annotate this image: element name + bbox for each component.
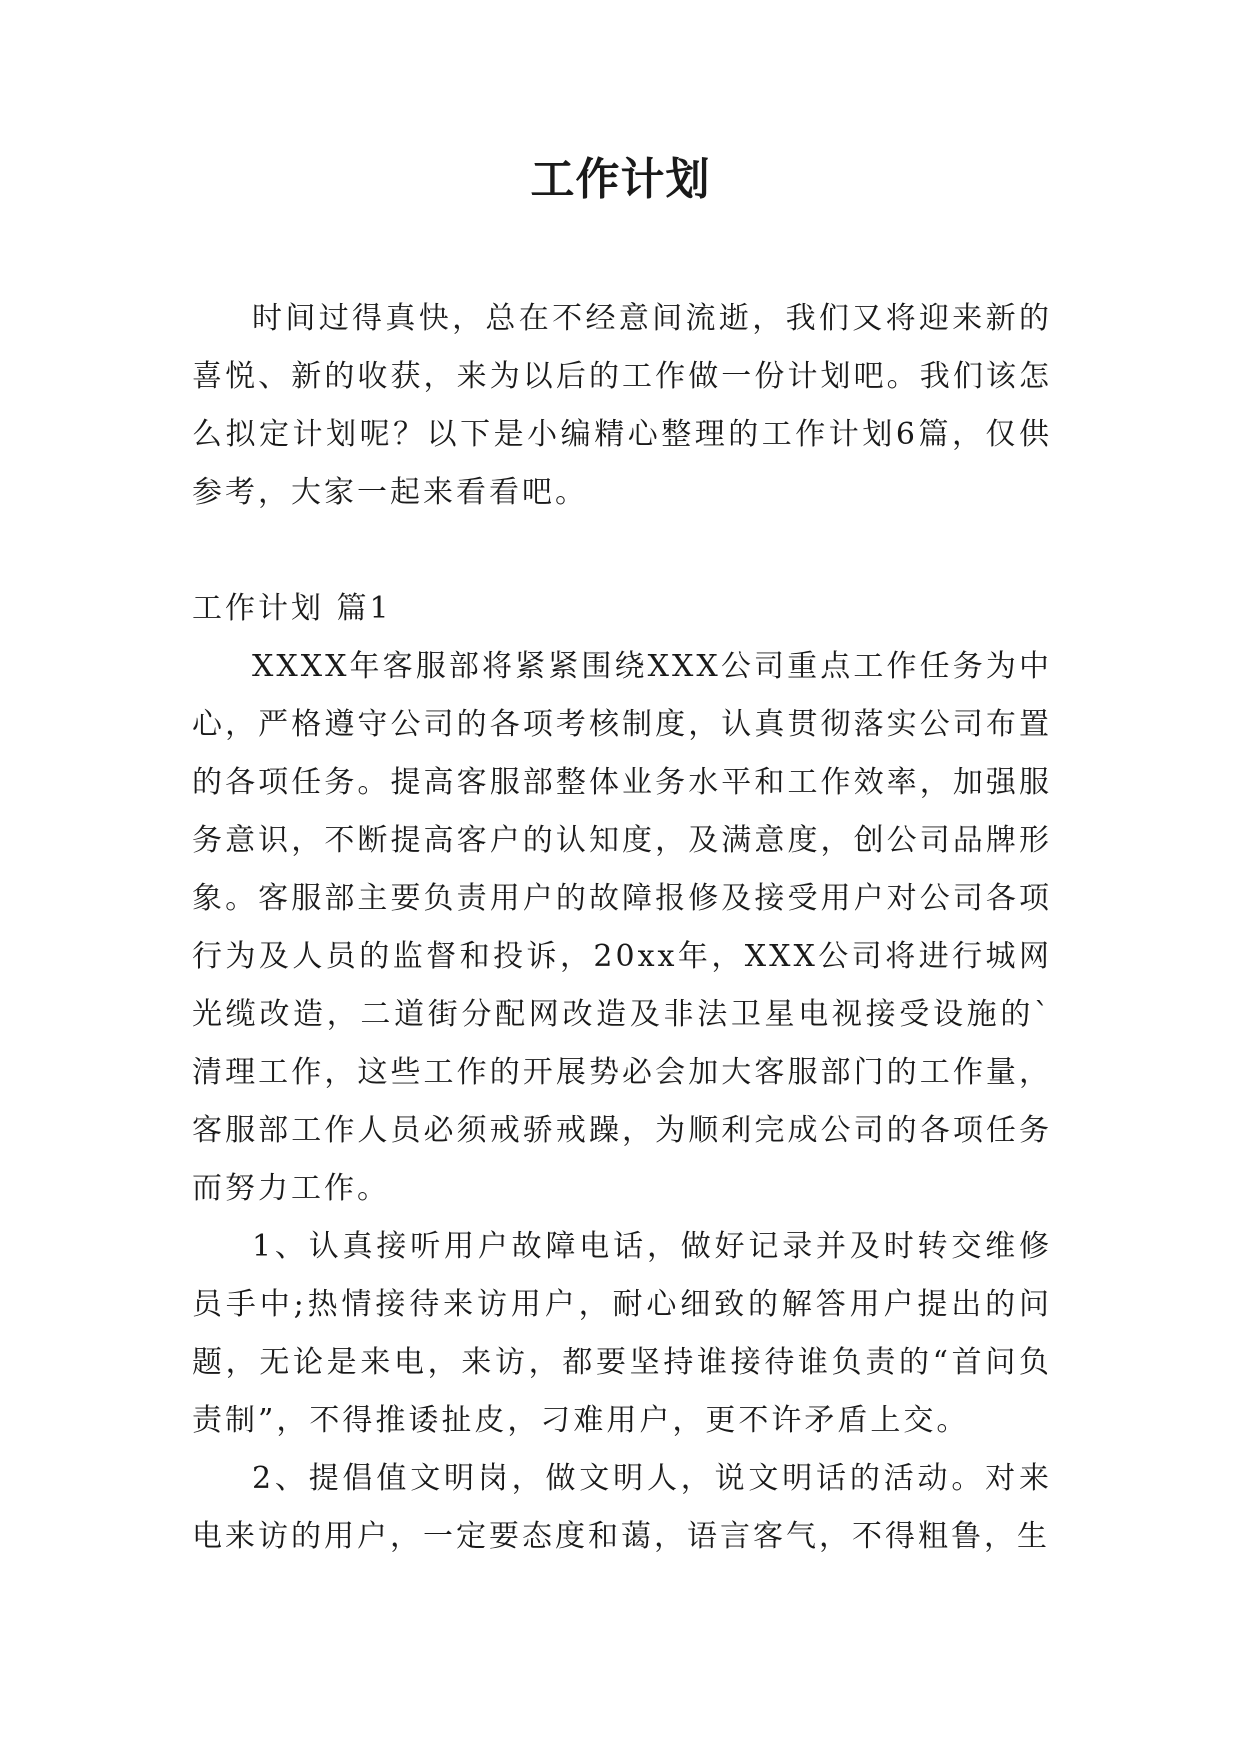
document-body	[192, 290, 1052, 1566]
page-title: 工作计划	[530, 154, 711, 205]
body-paragraph: 2、提倡值文明岗，做文明人，说文明话的活动。对来电来访的用户，一定要态度和蔼，语言客气，不得粗鲁，生	[192, 1461, 1052, 1554]
intro-paragraph: 时间过得真快，总在不经意间流逝，我们又将迎来新的喜悦、新的收获，来为以后的工作做一份计划吧。我们该怎么拟定计划呢？以下是小编精心整理的工作计划6篇，仅供参考，大家一起来看看吧。	[192, 301, 1052, 510]
body-paragraph: XXXX年客服部将紧紧围绕XXX公司重点工作任务为中心，严格遵守公司的各项考核制度，认真贯彻落实公司布置的各项任务。提高客服部整体业务水平和工作效率，加强服务意识，不断提高客户的认知度，及满意度，创公司品牌形象。客服部主要负责用户的故障报修及接受用户对公司各项行为及人员的监督和投诉，20xx年，XXX公司将进行城网光缆改造，二道街分配网改造及非法卫星电视接受设施的`清理工作，这些工作的开展势必会加大客服部门的工作量，客服部工作人员必须戒骄戒躁，为顺利完成公司的各项任务而努力工作。	[192, 649, 1052, 1206]
body-paragraph: 1、认真接听用户故障电话，做好记录并及时转交维修员手中;热情接待来访用户，耐心细致的解答用户提出的问题，无论是来电，来访，都要坚持谁接待谁负责的“首问负责制”，不得推诿扯皮，刁难用户，更不许矛盾上交。	[192, 1229, 1052, 1438]
section-heading: 工作计划 篇1	[192, 591, 392, 626]
